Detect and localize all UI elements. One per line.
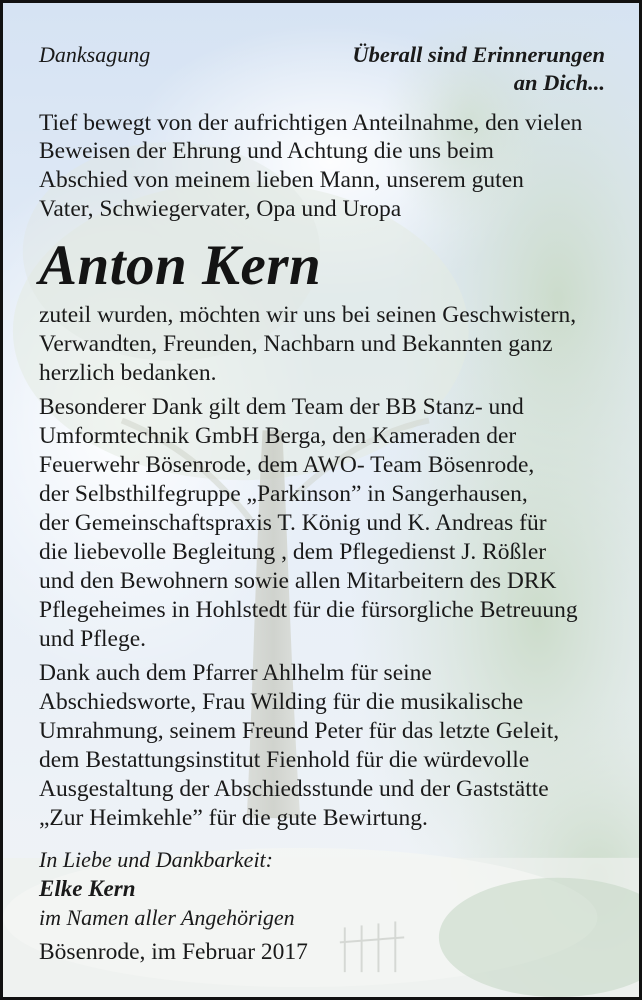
body-line: Umformtechnik GmbH Berga, den Kameraden der xyxy=(39,423,517,449)
motto-line-1: Überall sind Erinnerungen xyxy=(352,42,605,67)
body-line: Verwandten, Freunden, Nachbarn und Bekannten ganz xyxy=(39,331,553,357)
body-line: „Zur Heimkehle” für die gute Bewirtung. xyxy=(39,805,428,831)
place-date: Bösenrode, im Februar 2017 xyxy=(39,939,308,965)
notice-content xyxy=(3,3,639,997)
motto-line-2: an Dich... xyxy=(513,70,605,95)
intro-line: Tief bewegt von der aufrichtigen Anteilnahme, den vielen xyxy=(39,110,583,136)
intro-line: Beweisen der Ehrung und Achtung die uns beim xyxy=(39,138,494,164)
closing-greeting: In Liebe und Dankbarkeit: xyxy=(39,847,273,872)
intro-line: Abschied von meinem lieben Mann, unserem guten xyxy=(39,167,524,193)
body-line: die liebevolle Begleitung , dem Pflegedienst J. Rößler xyxy=(39,539,547,565)
body-line: und Pflege. xyxy=(39,626,147,652)
deceased-name: Anton Kern xyxy=(39,234,322,297)
body-line: Feuerwehr Bösenrode, dem AWO- Team Bösenrode, xyxy=(39,452,535,478)
body-line: und den Bewohnern sowie allen Mitarbeitern des DRK xyxy=(39,568,557,594)
body-line: dem Bestattungsinstitut Fienhold für die würdevolle xyxy=(39,747,530,773)
on-behalf-line: im Namen aller Angehörigen xyxy=(39,905,295,930)
body-line: herzlich bedanken. xyxy=(39,360,217,386)
intro-line: Vater, Schwiegervater, Opa und Uropa xyxy=(39,196,402,222)
body-line: Umrahmung, seinem Freund Peter für das letzte Geleit, xyxy=(39,718,560,744)
body-line: der Selbsthilfegruppe „Parkinson” in Sangerhausen, xyxy=(39,481,528,507)
body-line: Dank auch dem Pfarrer Ahlhelm für seine xyxy=(39,660,432,686)
body-line: Pflegeheimes in Hohlstedt für die fürsorgliche Betreuung xyxy=(39,597,578,623)
body-line: Abschiedsworte, Frau Wilding für die musikalische xyxy=(39,689,524,715)
body-line: Besonderer Dank gilt dem Team der BB Stanz- und xyxy=(39,394,524,420)
body-line: Ausgestaltung der Abschiedsstunde und der Gaststätte xyxy=(39,776,549,802)
signer-name: Elke Kern xyxy=(39,876,136,901)
notice-type-label: Danksagung xyxy=(39,42,151,67)
body-line: der Gemeinschaftspraxis T. König und K. Andreas für xyxy=(39,510,547,536)
body-line: zuteil wurden, möchten wir uns bei seinen Geschwistern, xyxy=(39,302,577,328)
memorial-motto xyxy=(352,41,605,97)
